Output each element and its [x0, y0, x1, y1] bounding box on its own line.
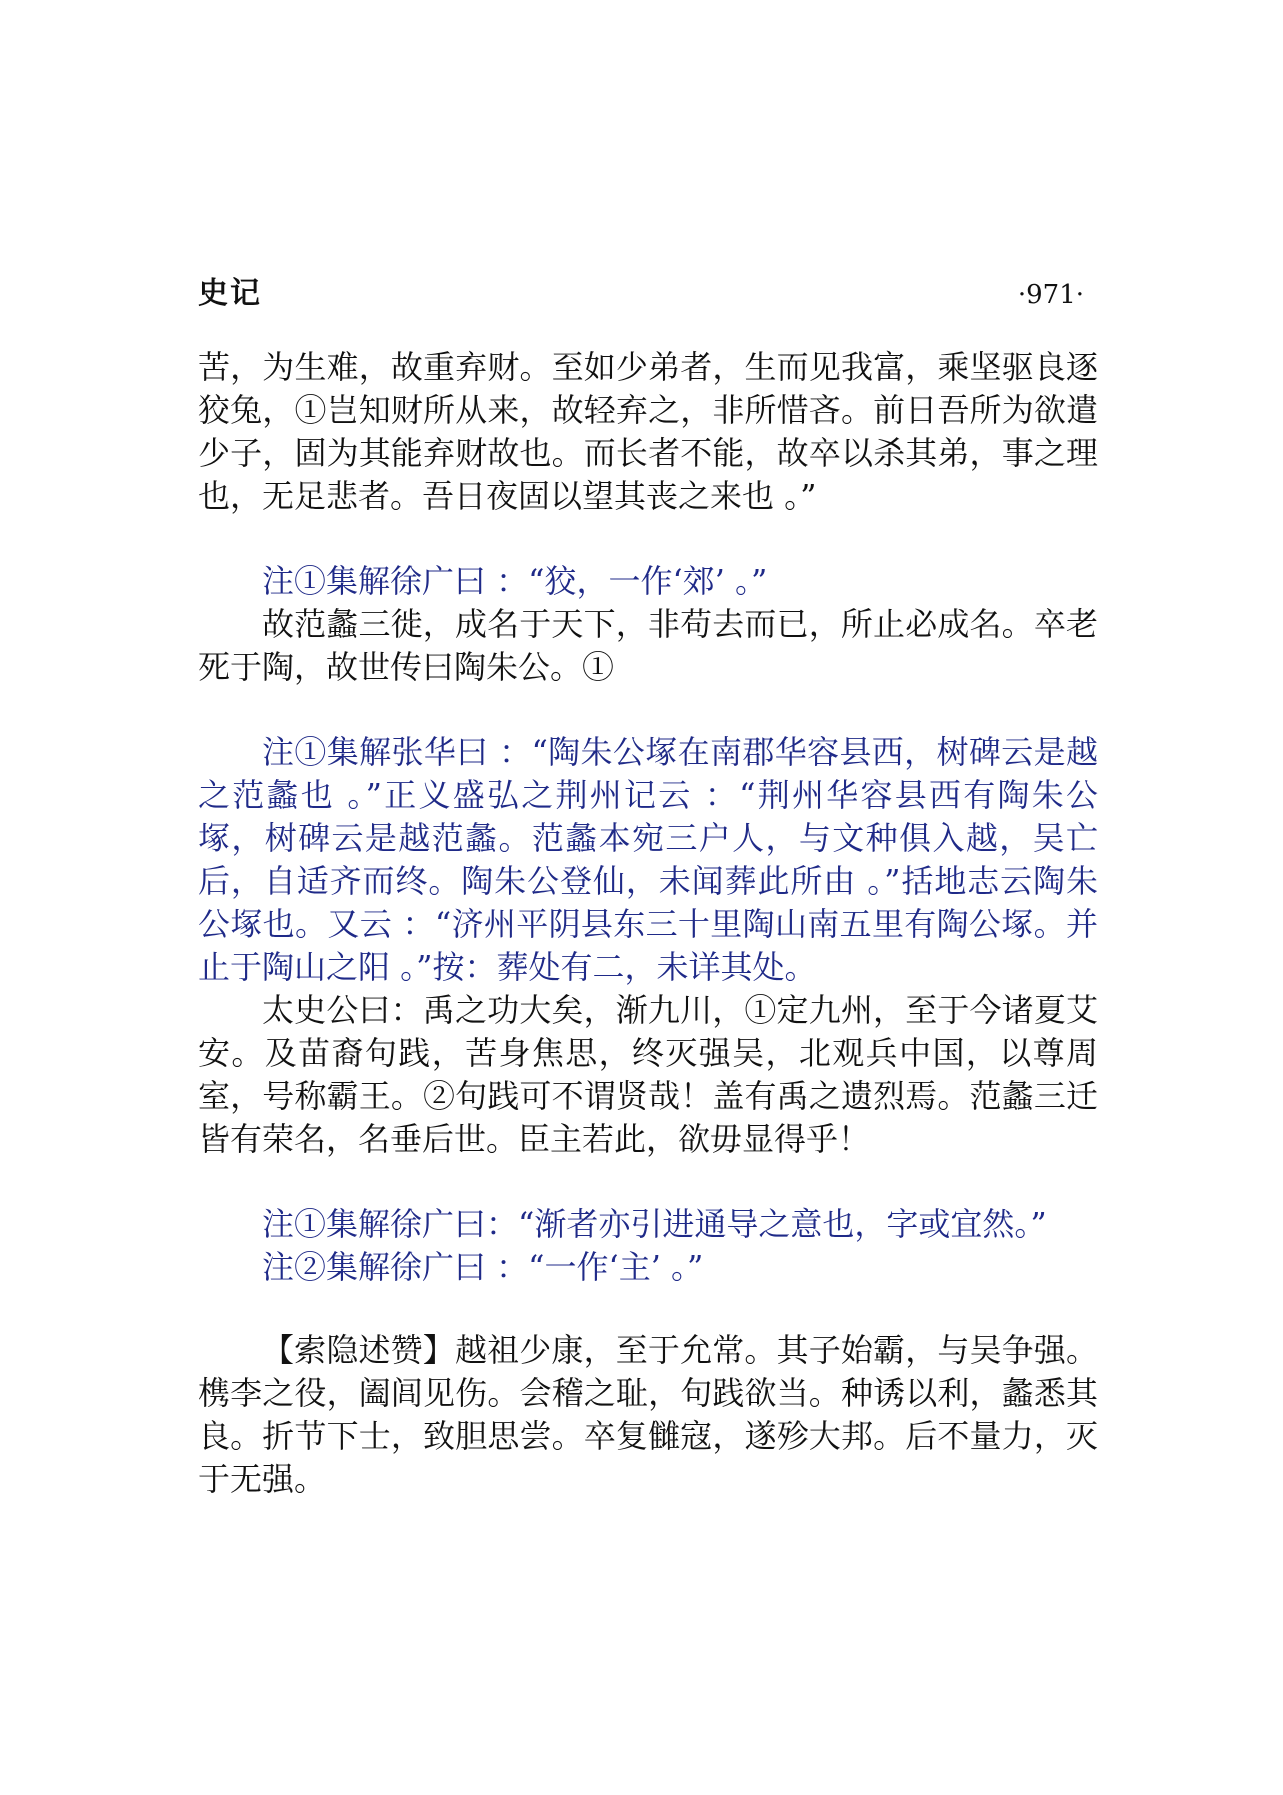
document-page [198, 268, 1098, 1501]
page-number: ·971· [1017, 280, 1084, 310]
spacer [198, 1161, 1098, 1203]
footnote-3b: 注②集解徐广曰 ：“一作‘主’ 。” [262, 1248, 704, 1286]
spacer [198, 1289, 1098, 1329]
book-title: 史记 [198, 276, 262, 311]
footnote-2: 注①集解张华曰 ：“陶朱公塚在南郡华容县西，树碑云是越之范蠡也 。”正义盛弘之荆州记云 ：“荆州华容县西有陶朱公塚，树碑云是越范蠡。范蠡本宛三户人，与文种俱入越，吴亡后，自适齐而终。陶朱公登仙，未闻葬此所由 。”括地志云陶朱公塚也。又云 ：“济州平阴县东三十里陶山南五里有陶公塚。并止于陶山之阳 。”按：葬处有二，未详其处。 [198, 733, 1098, 986]
footnote-3a: 注①集解徐广曰：“渐者亦引进通导之意也，字或宜然。” [262, 1205, 1047, 1243]
spacer [198, 689, 1098, 731]
paragraph-main-1: 苦，为生难，故重弃财。至如少弟者，生而见我富，乘坚驱良逐狡兔，①岂知财所从来，故轻弃之，非所惜吝。前日吾所为欲遣少子，固为其能弃财故也。而长者不能，故卒以杀其弟，事之理也，无足悲者。吾日夜固以望其丧之来也 。” [198, 348, 1098, 515]
spacer [198, 518, 1098, 560]
paragraph-main-3: 太史公曰：禹之功大矣，渐九川，①定九州，至于今诸夏艾安。及苗裔句践，苦身焦思，终灭强吴，北观兵中国，以尊周室，号称霸王。②句践可不谓贤哉！盖有禹之遗烈焉。范蠡三迁皆有荣名，名垂后世。臣主若此，欲毋显得乎！ [198, 991, 1098, 1158]
running-header [198, 268, 1098, 312]
paragraph-main-2: 故范蠡三徙，成名于天下，非苟去而已，所止必成名。卒老死于陶，故世传曰陶朱公。① [198, 605, 1098, 686]
footnote-1: 注①集解徐广曰 ：“狡，一作‘郊’ 。” [262, 562, 768, 600]
suoyin-shuzan-paragraph: 【索隐述赞】越祖少康，至于允常。其子始霸，与吴争强。槜李之役，阖闾见伤。会稽之耻，句践欲当。种诱以利，蠡悉其良。折节下士，致胆思尝。卒复雠寇，遂殄大邦。后不量力，灭于无强。 [198, 1331, 1098, 1498]
